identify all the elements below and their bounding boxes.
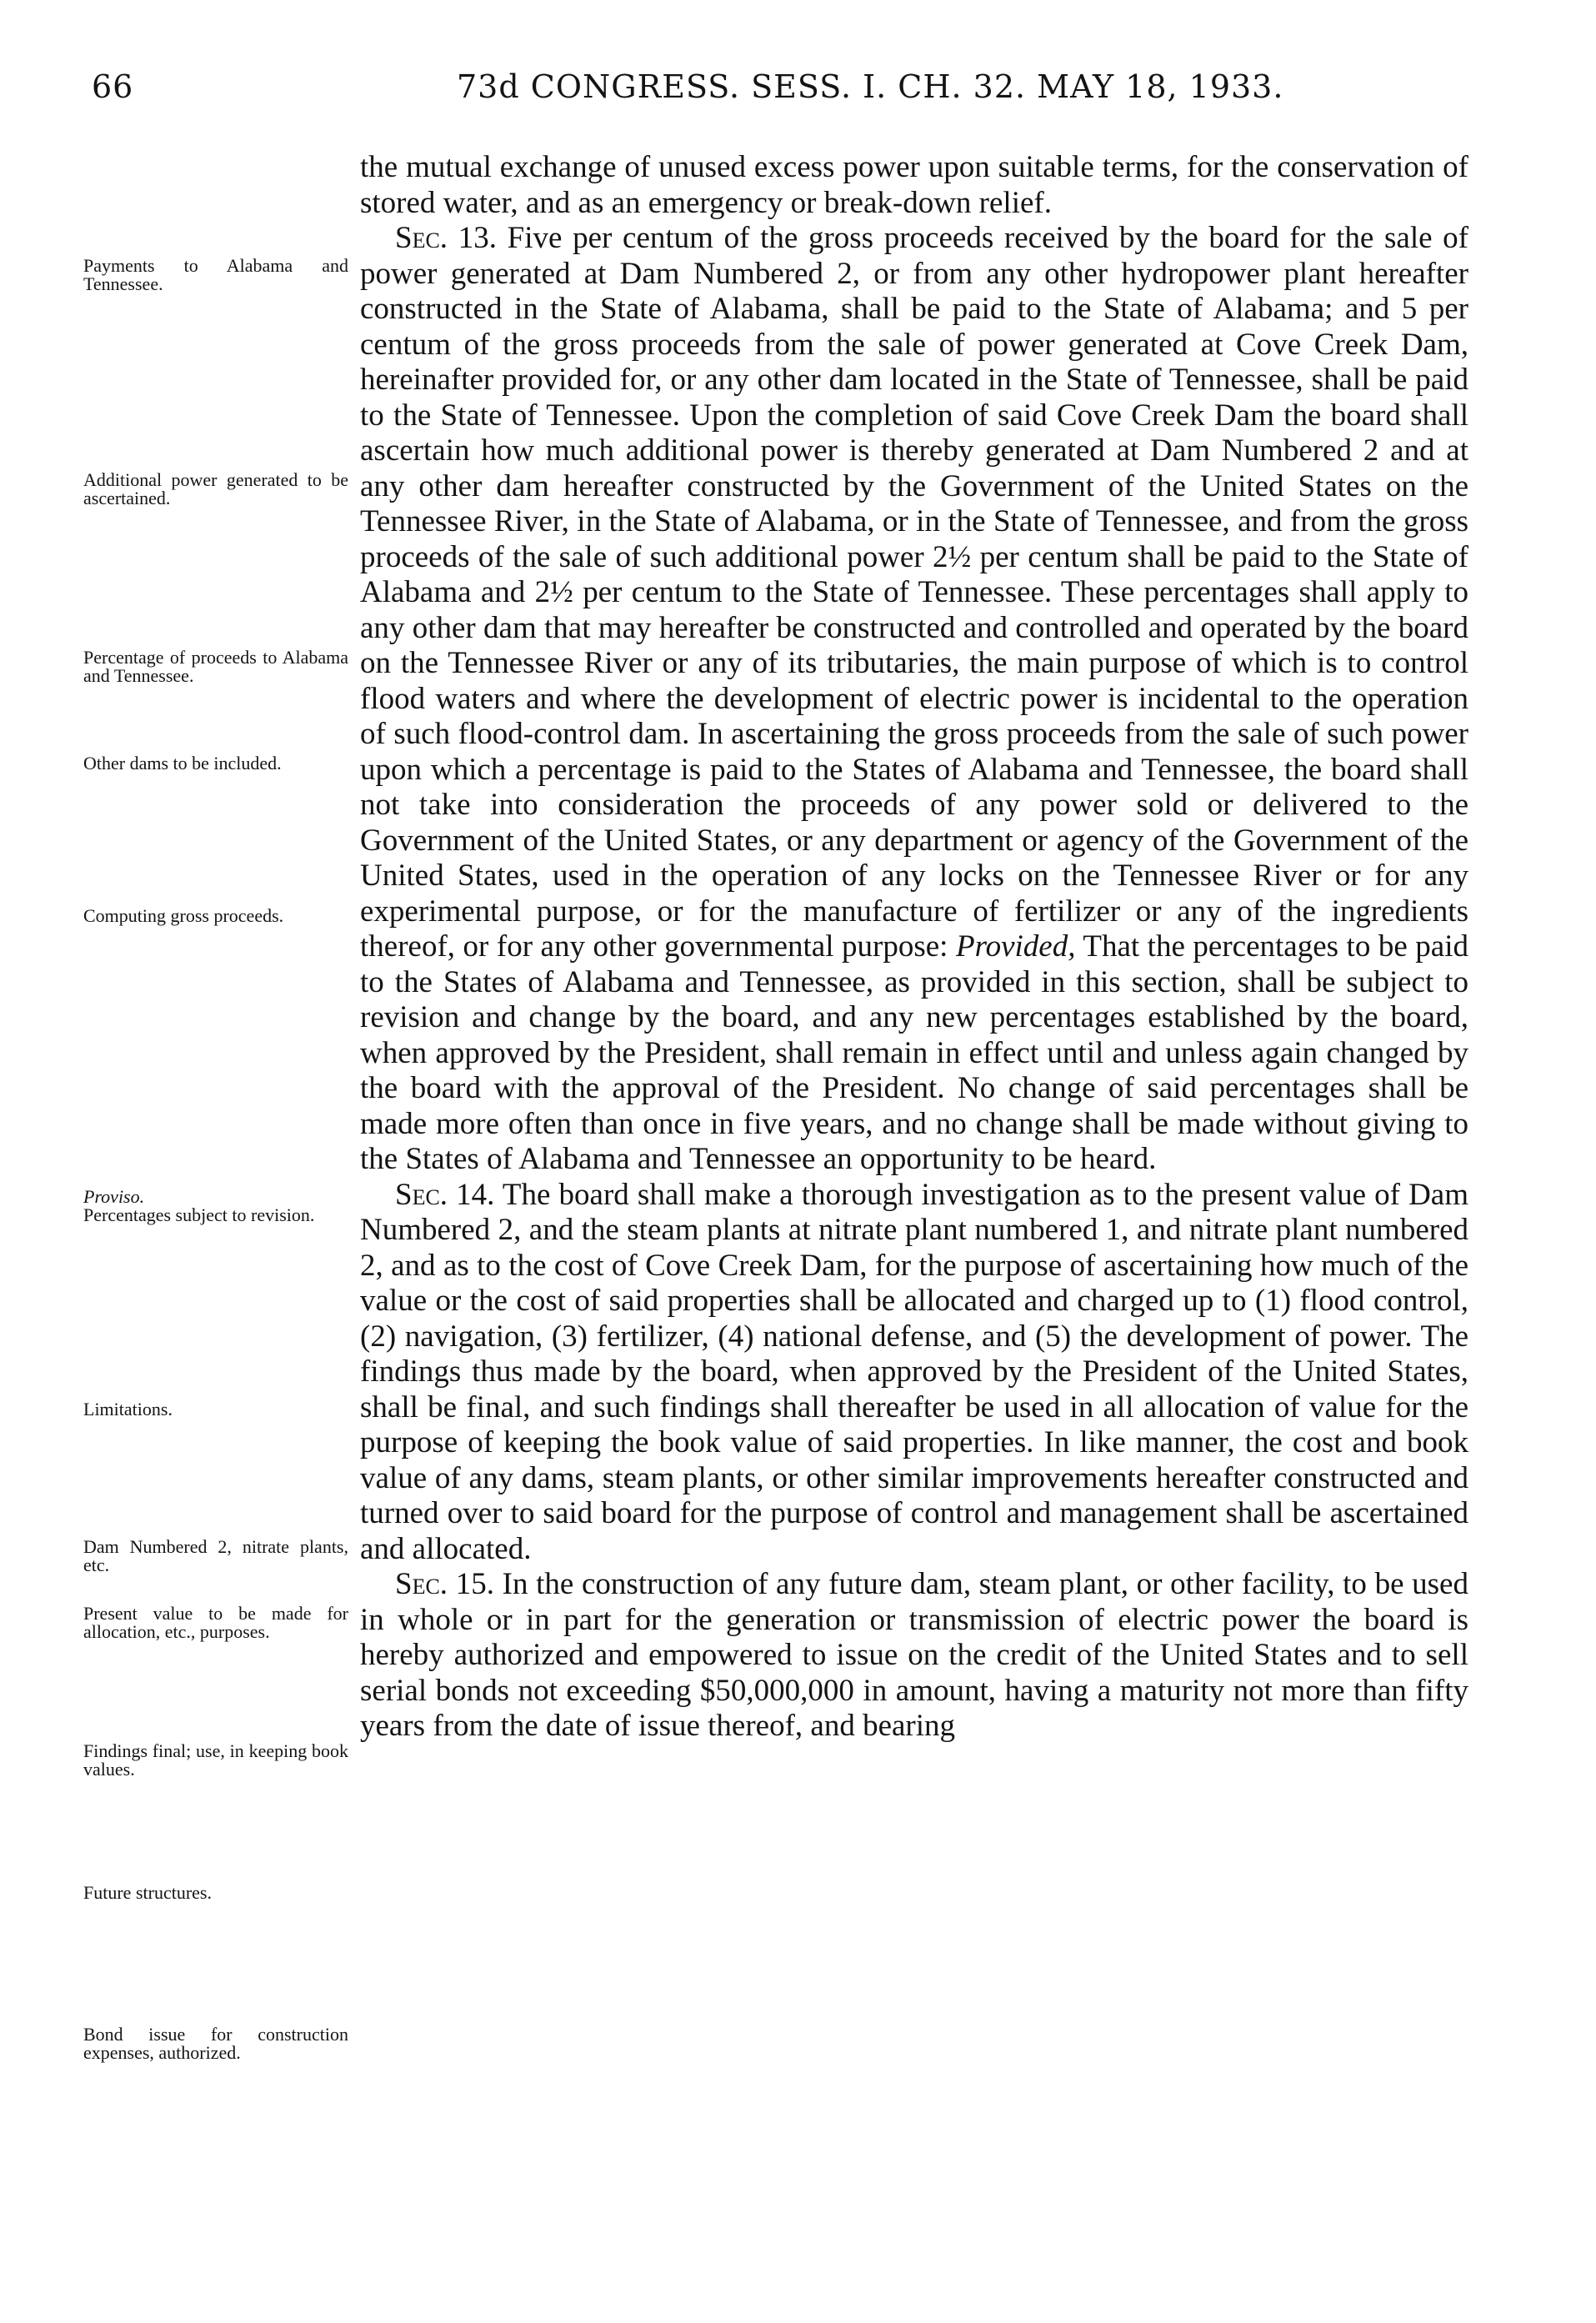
margin-note-present-value: Present value to be made for allocation, etc., purposes. [83,1603,348,1642]
margin-note-additional-power: Additional power generated to be ascertained. [83,469,348,508]
margin-note-percentage: Percentage of proceeds to Alabama and Tennessee. [83,647,348,686]
running-head: 73d CONGRESS. SESS. I. CH. 32. MAY 18, 1933. [457,68,1284,105]
margin-note-dam-numbered: Dam Numbered 2, nitrate plants, etc. [83,1536,348,1575]
section-15 [360,1567,1468,1745]
margin-note-bond-issue: Bond issue for construction expenses, authorized. [83,2024,348,2063]
margin-note-payments: Payments to Alabama and Tennessee. [83,255,348,294]
margin-note-findings-final: Findings final; use, in keeping book values. [83,1740,348,1780]
margin-note-future-structures: Future structures. [83,1882,212,1903]
section-14-label: Sec. 14. [395,1177,495,1212]
section-15-text: In the construction of any future dam, steam plant, or other facility, to be used in whole or in part for the generation or transmission of electric power the board is hereby authorized and empowered to issue on the credit of the United States and to sell serial bonds not exceeding $50,000,000 in amount, having a maturity not more than fifty years from the date of issue thereof, and bearing [360,1567,1468,1743]
continued-paragraph: the mutual exchange of unused excess power upon suitable terms, for the conservation of stored water, and as an emergency or break-down relief. [360,150,1468,220]
proviso-label: Proviso. [83,1186,145,1207]
section-14 [360,1178,1468,1568]
statute-text [360,150,1468,1745]
section-13-proviso-text: That the percentages to be paid to the States of Alabama and Tennessee, as provided in this section, shall be subject to revision and change by the board, and any new percentages established by the board, when approved by the President, shall remain in effect until and unless again changed by the board with the approval of the President. No change of said percentages shall be made more often than once in five years, and no change shall be made without giving to the States of Alabama and Tennessee an opportunity to be heard. [360,929,1468,1176]
provided-word: Provided, [955,929,1076,964]
section-14-text: The board shall make a thorough investigation as to the present value of Dam Numbered 2, and the steam plants at nitrate plant numbered 1, and nitrate plant numbered 2, and as to the cost of Cove Creek Dam, for the purpose of ascertaining how much of the value or the cost of said properties shall be allocated and charged up to (1) flood control, (2) navigation, (3) fertilizer, (4) national defense, and (5) the development of power. The findings thus made by the board, when approved by the President of the United States, shall be final, and such findings shall thereafter be used in all allocation of value for the purpose of keeping the book value of said properties. In like manner, the cost and book value of any dams, steam plants, or other similar improvements hereafter constructed and turned over to said board for the purpose of control and management shall be ascertained and allocated. [360,1177,1468,1566]
percentages-revision-note: Percentages subject to revision. [83,1204,315,1225]
section-13-text: Five per centum of the gross proceeds received by the board for the sale of power generated at Dam Numbered 2, or from any other hydropower plant hereafter constructed in the State of Alabama, shall be paid to the State of Alabama; and 5 per centum of the gross proceeds from the sale of power generated at Cove Creek Dam, hereinafter provided for, or any other dam located in the State of Tennessee, shall be paid to the State of Tennessee. Upon the completion of said Cove Creek Dam the board shall ascertain how much additional power is thereby generated at Dam Numbered 2 and at any other dam hereafter constructed by the Government of the United States on the Tennessee River, in the State of Alabama, or in the State of Tennessee, and from the gross proceeds of the sale of such additional power 2½ per centum shall be paid to the State of Alabama and 2½ per centum to the State of Tennessee. These percentages shall apply to any other dam that may hereafter be constructed and controlled and operated by the board on the Tennessee River or any of its tributaries, the main purpose of which is to control flood waters and where the development of electric power is incidental to the operation of such flood-control dam. In ascertaining the gross proceeds from the sale of such power upon which a percentage is paid to the States of Alabama and Tennessee, the board shall not take into consideration the proceeds of any power sold or delivered to the Government of the United States, or any department or agency of the Government of the United States, used in the operation of any locks on the Tennessee River or for any experimental purpose, or for the manufacture of fertilizer or any of the ingredients thereof, or for any other governmental purpose: [360,221,1469,964]
margin-note-computing: Computing gross proceeds. [83,905,284,926]
margin-notes [83,0,348,2323]
margin-note-limitations: Limitations. [83,1399,173,1419]
margin-note-other-dams: Other dams to be included. [83,753,282,773]
section-13-label: Sec. 13. [395,221,497,255]
margin-note-proviso [83,1188,348,1224]
section-13 [360,221,1468,1178]
page-number: 66 [92,68,134,105]
section-15-label: Sec. 15. [395,1567,494,1601]
